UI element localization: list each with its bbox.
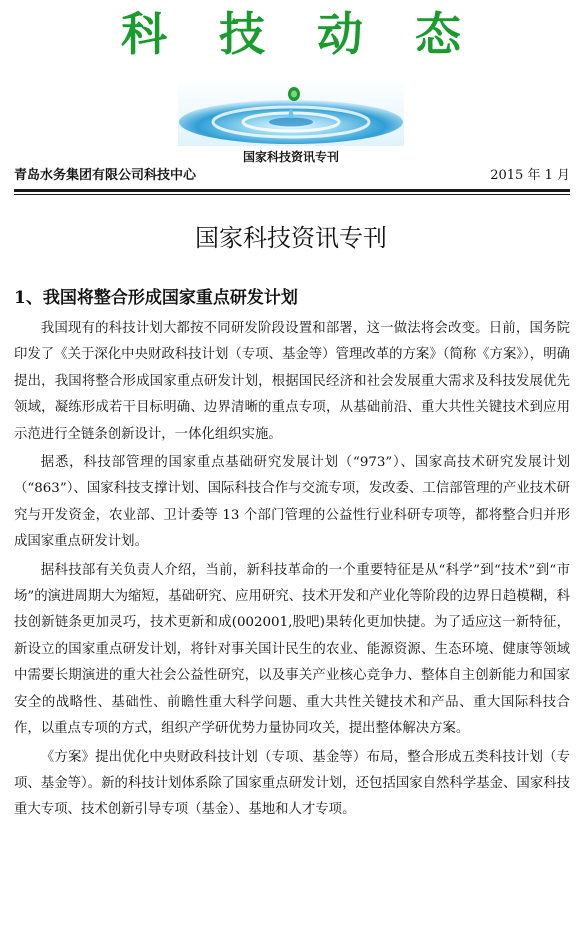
issue-name: 国家科技资讯专刊 <box>242 150 339 164</box>
publisher-row <box>14 166 570 188</box>
article-body <box>14 316 570 826</box>
publisher: 青岛水务集团有限公司科技中心 <box>14 168 197 183</box>
header-rule-thin <box>14 194 570 195</box>
water-drop-ripple-icon <box>178 78 404 146</box>
paragraph: 《方案》提出优化中央财政科技计划（专项、基金等）布局，整合形成五类科技计划（专项、基金等）。新的科技计划体系除了国家重点研发计划，还包括国家自然科学基金、国家科技重大专项、技术创新引导专项（基金）、基地和人才专项。 <box>14 749 570 818</box>
issue-date: 2015 年 1 月 <box>490 168 570 183</box>
paragraph: 据悉，科技部管理的国家重点基础研究发展计划（“973”）、国家高技术研究发展计划（“863”）、国家科技支撑计划、国际科技合作与交流专项，发改委、工信部管理的产业技术研究与开发资金，农业部、卫计委等 13 个部门管理的公益性行业科研专项等，都将整合归并形成国家重点研发计划。 <box>14 455 570 550</box>
header-rule-thick <box>14 189 570 192</box>
article-title: 国家科技资讯专刊 <box>195 224 387 252</box>
section-heading: 1、我国将整合形成国家重点研发计划 <box>14 288 298 308</box>
paragraph: 我国现有的科技计划大都按不同研发阶段设置和部署，这一做法将会改变。日前，国务院印发了《关于深化中央财政科技计划（专项、基金等）管理改革的方案》（简称《方案》），明确提出，我国将整合形成国家重点研发计划，根据国民经济和社会发展重大需求及科技发展优先领域，凝练形成若干目标明确、边界清晰的重点专项，从基础前沿、重大共性关键技术到应用示范进行全链条创新设计，一体化组织实施。 <box>14 321 570 442</box>
masthead-title: 科 技 动 态 <box>120 7 480 61</box>
paragraph: 据科技部有关负责人介绍，当前，新科技革命的一个重要特征是从“科学”到“技术”到“市场”的演进周期大为缩短，基础研究、应用研究、技术开发和产业化等阶段的边界日趋模糊，科技创新链条更加灵巧，技术更新和成(002001,股吧)果转化更加快捷。为了适应这一新特征，新设立的国家重点研发计划，将针对事关国计民生的农业、能源资源、生态环境、健康等领域中需要长期演进的重大社会公益性研究，以及事关产业核心竞争力、整体自主创新能力和国家安全的战略性、基础性、前瞻性重大科学问题、重大共性关键技术和产品、重大国际科技合作，以重点专项的方式，组织产学研优势力量协同攻关，提出整体解决方案。 <box>14 562 570 737</box>
